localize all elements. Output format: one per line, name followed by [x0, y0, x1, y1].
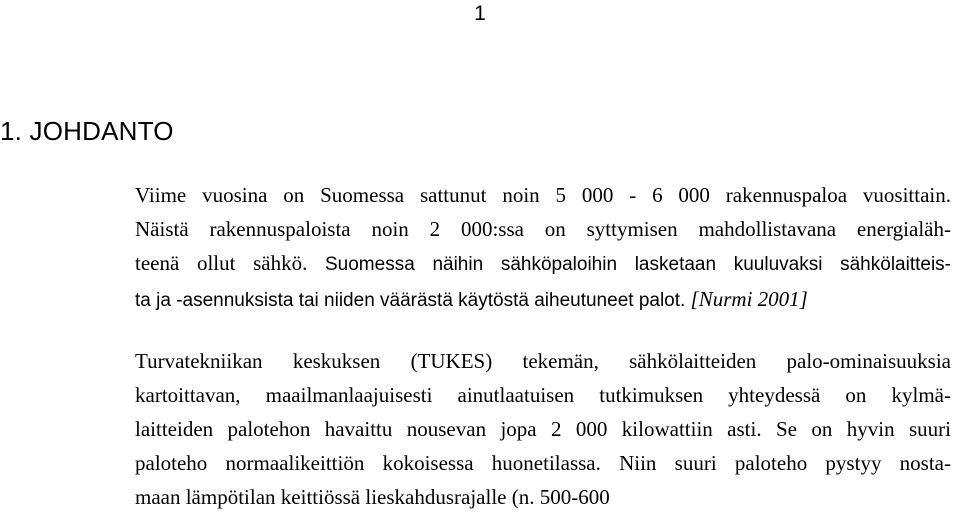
paragraph-1: [135, 178, 951, 318]
paragraph-1-line-4: [135, 282, 951, 318]
paragraph-2: [135, 344, 951, 514]
paragraph-1-line-4-sans: ta ja -asennuksista tai niiden väärästä käytöstä aiheutuneet palot.: [135, 290, 686, 311]
page-number: 1: [474, 2, 486, 25]
section-heading: 1. JOHDANTO: [0, 116, 174, 146]
paragraph-2-line-4: paloteho normaalikeittiön kokoisessa huonetilassa. Niin suuri paloteho pystyy nosta-: [135, 451, 951, 475]
paragraph-1-line-3: [135, 246, 951, 282]
paragraph-2-line-3: laitteiden palotehon havaittu nousevan jopa 2 000 kilowattiin asti. Se on hyvin suuri: [135, 417, 951, 441]
paragraph-1-line-3-start: teenä ollut sähkö.: [135, 251, 325, 275]
citation: [Nurmi 2001]: [690, 287, 808, 311]
paragraph-2-line-2: kartoittavan, maailmanlaajuisesti ainutlaatuisen tutkimuksen yhteydessä on kylmä-: [135, 383, 951, 407]
paragraph-2-line-1: Turvatekniikan keskuksen (TUKES) tekemän, sähkölaitteiden palo-ominaisuuksia: [135, 349, 951, 373]
paragraph-1-line-2: Näistä rakennuspaloista noin 2 000:ssa on syttymisen mahdollistavana energialäh-: [135, 217, 951, 241]
paragraph-1-line-3-sans: Suomessa näihin sähköpaloihin lasketaan kuuluvaksi sähkölaitteis-: [325, 254, 951, 275]
paragraph-1-line-1: Viime vuosina on Suomessa sattunut noin 5 000 - 6 000 rakennuspaloa vuosittain.: [135, 183, 951, 207]
paragraph-2-line-5: maan lämpötilan keittiössä lieskahdusrajalle (n. 500-600: [135, 485, 610, 509]
